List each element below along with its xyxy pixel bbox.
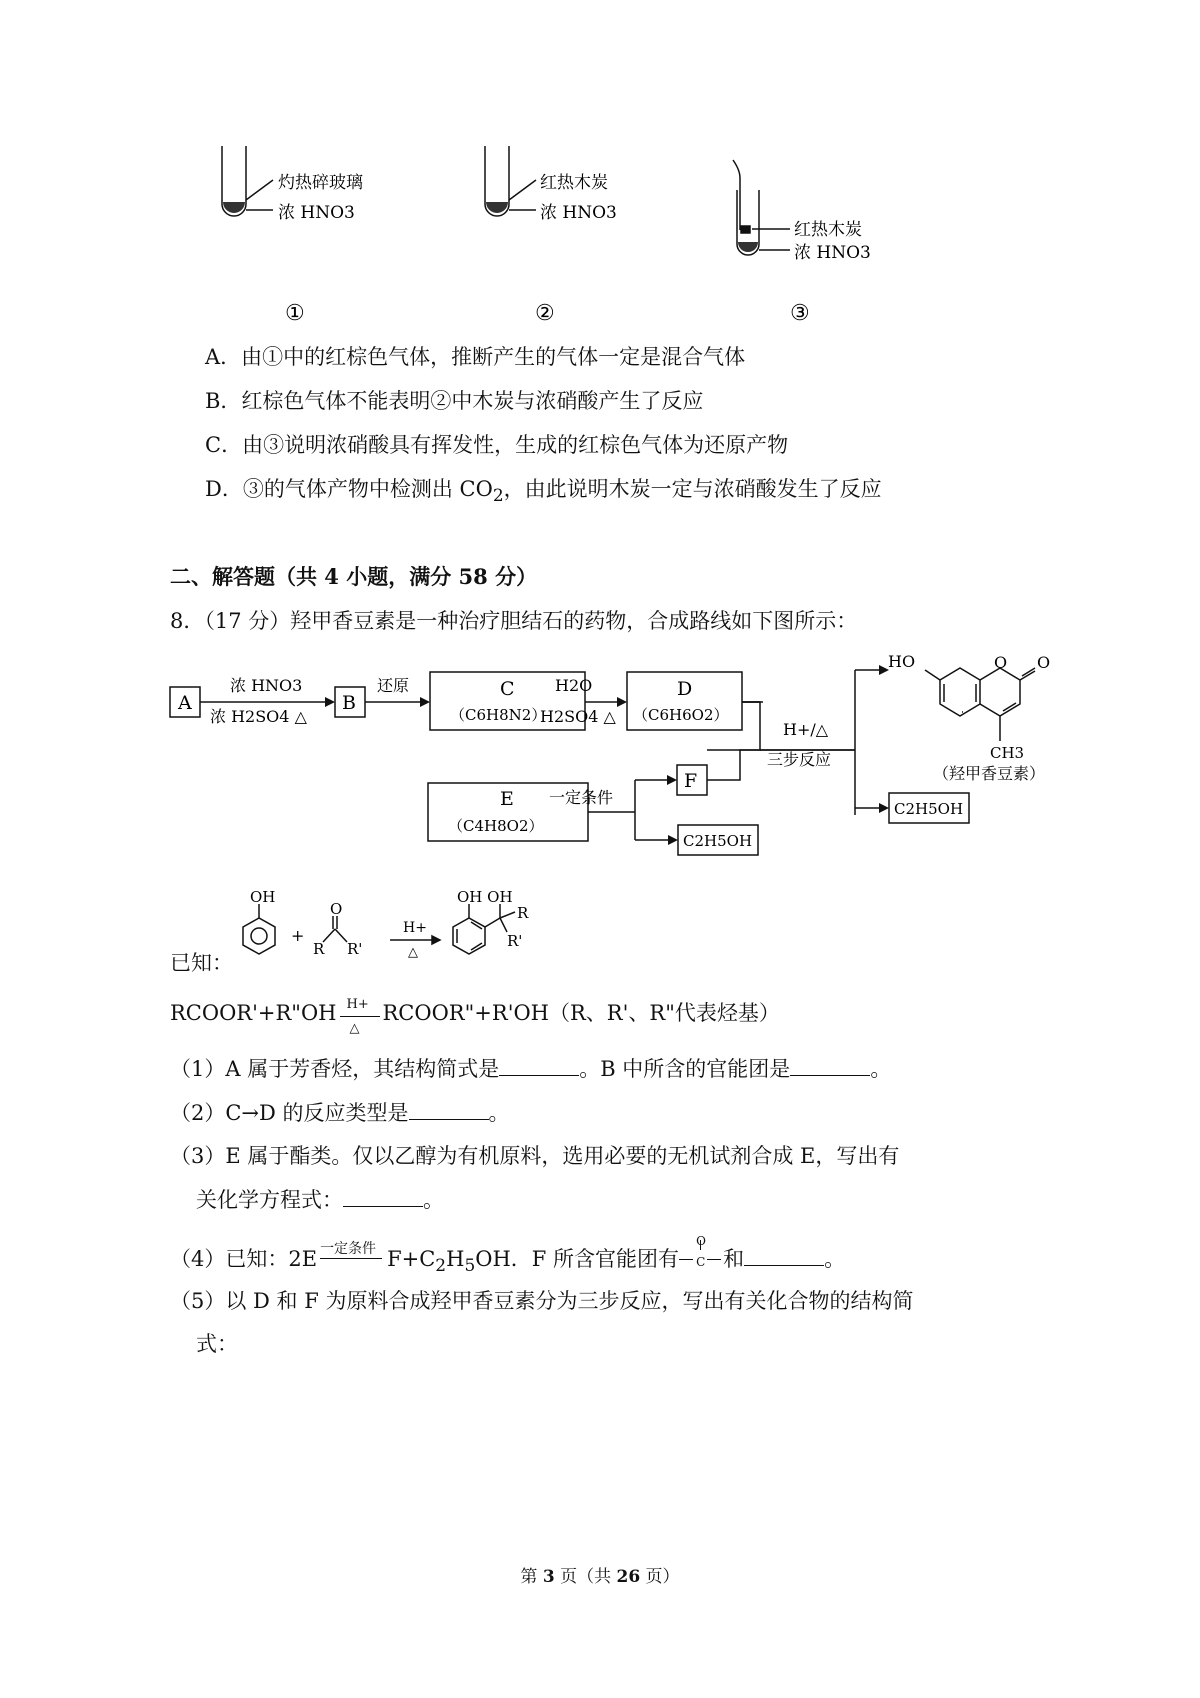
answer-blank-1a[interactable] <box>499 1057 579 1076</box>
answer-blank-4[interactable] <box>744 1247 824 1266</box>
option-a: A．由①中的红棕色气体，推断产生的气体一定是混合气体 <box>205 345 746 369</box>
tube1-label2: 浓 HNO3 <box>278 203 355 223</box>
apparatus-diagram <box>200 130 900 330</box>
question-8-stem: 8．（17 分）羟甲香豆素是一种治疗胆结石的药物，合成路线如下图所示： <box>170 609 858 633</box>
tube1-number: ① <box>285 301 305 326</box>
question-2: （2）C→D 的反应类型是 。 <box>170 1101 510 1125</box>
coumarin-ch3: CH3 <box>990 744 1025 762</box>
question-3-line2: 关化学方程式： 。 <box>196 1188 444 1212</box>
synthesis-scheme <box>165 645 1065 870</box>
reagent-cd-bottom: H2SO4 △ <box>540 707 616 726</box>
compound-e: E <box>500 788 514 810</box>
product-rp: R' <box>507 932 523 950</box>
compound-c-formula: （C6H8N2） <box>450 706 547 724</box>
answer-blank-1b[interactable] <box>790 1057 870 1076</box>
compound-f: F <box>684 770 698 792</box>
tube2-label2: 浓 HNO3 <box>540 203 617 223</box>
carbonyl-group: O C <box>679 1244 723 1274</box>
reagent-bc: 还原 <box>377 676 410 695</box>
option-b: B．红棕色气体不能表明②中木炭与浓硝酸产生了反应 <box>205 389 704 413</box>
question-3-line1: （3）E 属于酯类。仅以乙醇为有机原料，选用必要的无机试剂合成 E，写出有 <box>170 1144 900 1168</box>
reagent-merge-bottom: 三步反应 <box>767 750 832 769</box>
compound-d-formula: （C6H6O2） <box>633 706 729 724</box>
ketone-o: O <box>330 900 343 918</box>
reagent-ef: 一定条件 <box>549 788 614 807</box>
known-hplus: H+ <box>403 920 427 936</box>
product-ohoh: OH OH <box>457 888 513 906</box>
tube1-label1: 灼热碎玻璃 <box>278 173 363 193</box>
page-footer: 第 3 页（共 26 页） <box>520 1567 680 1587</box>
answer-blank-2[interactable] <box>409 1101 489 1120</box>
coumarin-carbonyl-o: O <box>1037 653 1051 672</box>
ketone-rp: R' <box>347 940 363 958</box>
reagent-ab-top: 浓 HNO3 <box>230 676 303 695</box>
tube2-label1: 红热木炭 <box>540 173 608 193</box>
option-c: C．由③说明浓硝酸具有挥发性，生成的红棕色气体为还原产物 <box>205 433 789 457</box>
compound-c: C <box>500 678 515 700</box>
question-1: （1）A 属于芳香烃，其结构简式是 。B 中所含的官能团是 。 <box>170 1057 892 1081</box>
compound-d: D <box>677 678 693 700</box>
known-reaction-2: RCOOR'+R"OH H+ △ RCOOR"+R'OH（R、R'、R"代表烃基） <box>170 997 780 1036</box>
answer-blank-3[interactable] <box>343 1188 423 1207</box>
tube3-number: ③ <box>790 301 810 326</box>
coumarin-ho: HO <box>888 652 916 671</box>
ketone-r: R <box>313 940 325 958</box>
compound-a: A <box>178 692 192 714</box>
eq2-arrow: H+ △ <box>337 998 383 1028</box>
reagent-ab-bottom: 浓 H2SO4 △ <box>210 707 307 726</box>
product-r: R <box>517 904 529 922</box>
tube3-label2: 浓 HNO3 <box>794 243 871 263</box>
known-label: 已知： <box>170 951 233 975</box>
compound-b: B <box>342 692 356 714</box>
coumarin-structure <box>925 668 1035 741</box>
compound-e-formula: （C4H8O2） <box>448 817 544 835</box>
reagent-merge-top: H+/△ <box>783 720 829 739</box>
tube2-number: ② <box>535 301 555 326</box>
reagent-cd-top: H2O <box>555 676 593 695</box>
ethanol-byproduct-2: C2H5OH <box>894 800 964 818</box>
product-name: （羟甲香豆素） <box>933 764 1046 783</box>
question-4: （4）已知：2E 一定条件 $F+C_2H_5OH$．F 所含官能团有 O C 和 。 <box>170 1234 846 1277</box>
plus-sign: + <box>291 926 305 945</box>
section-title: 二、解答题（共 4 小题，满分 58 分） <box>170 564 538 589</box>
known-reaction-1 <box>235 882 565 982</box>
known-delta: △ <box>408 945 418 960</box>
q4-arrow: 一定条件 <box>317 1244 387 1274</box>
question-5-line2: 式： <box>196 1332 238 1356</box>
question-5-line1: （5）以 D 和 F 为原料合成羟甲香豆素分为三步反应，写出有关化合物的结构简 <box>170 1289 914 1313</box>
tube3-label1: 红热木炭 <box>794 220 862 240</box>
coumarin-ring-o: O <box>994 653 1008 672</box>
option-d: D．③的气体产物中检测出 $CO_2$，由此说明木炭一定与浓硝酸发生了反应 <box>205 477 882 507</box>
phenol-oh: OH <box>250 888 276 906</box>
ethanol-byproduct-1: C2H5OH <box>683 832 753 850</box>
